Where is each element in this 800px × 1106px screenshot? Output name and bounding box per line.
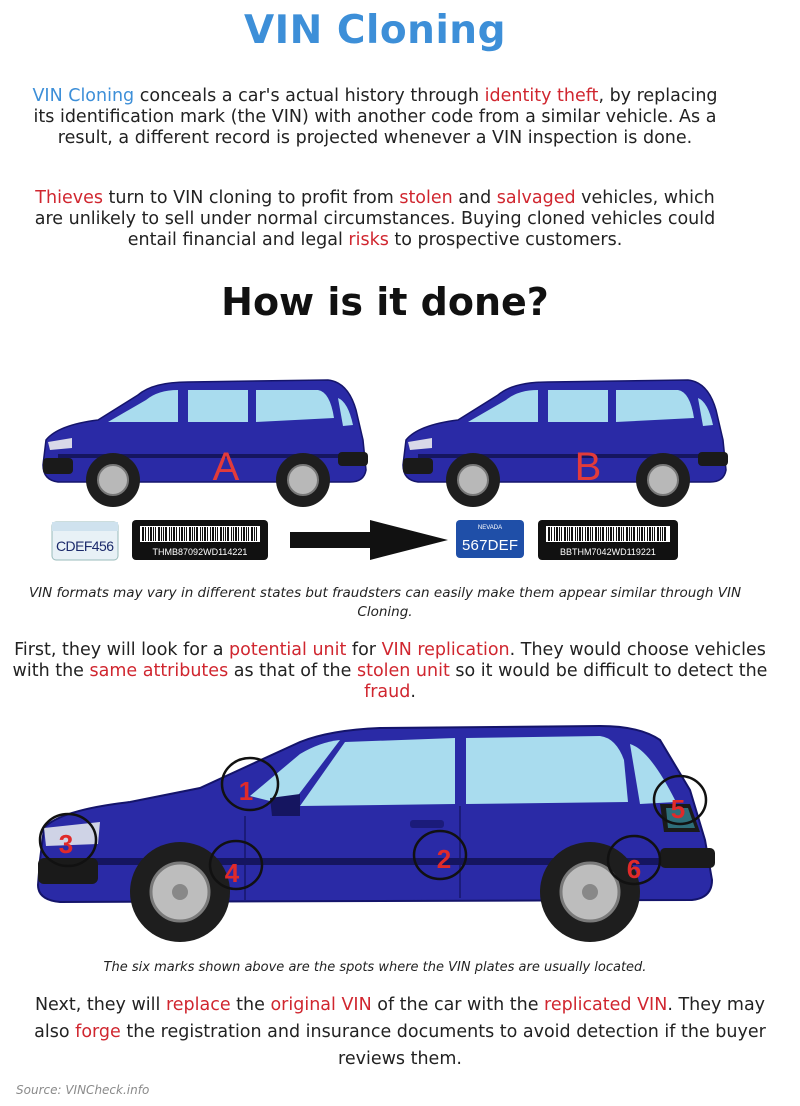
term-replace: replace	[165, 995, 231, 1015]
barcode-stripe	[196, 527, 198, 541]
barcode-stripe	[592, 527, 593, 541]
text-segment: . They may also	[34, 995, 766, 1042]
barcode-stripe	[189, 527, 191, 541]
barcode-stripe	[158, 527, 160, 541]
term-same-attributes: same attributes	[89, 661, 229, 681]
vin-spot-3-number: 3	[58, 829, 74, 859]
term-stolen-unit: stolen unit	[356, 661, 450, 681]
intro-paragraph-2	[20, 188, 730, 251]
term-potential-unit: potential unit	[229, 640, 347, 660]
barcode-stripe	[184, 527, 185, 541]
barcode-stripe	[212, 527, 214, 541]
barcode-stripe	[664, 527, 666, 541]
text-segment: for	[346, 640, 382, 660]
text-segment: and	[452, 188, 497, 208]
barcode-stripe	[623, 527, 624, 541]
barcode-stripe	[169, 527, 170, 541]
barcode-stripe	[254, 527, 255, 541]
vin-locations-caption: The six marks shown above are the spots where the VIN plates are usually located.	[103, 960, 647, 975]
barcode-stripe	[202, 527, 203, 541]
barcode-stripe	[610, 527, 612, 541]
vin-b-number: BBTHM7042WD119221	[560, 547, 656, 557]
vin-barcode-b	[538, 520, 678, 560]
barcode-stripe	[629, 527, 630, 541]
barcode-stripe	[595, 527, 597, 541]
text-segment: . They would choose vehicles with the	[12, 640, 766, 681]
barcode-stripe	[186, 527, 187, 541]
barcode-stripe	[153, 527, 154, 541]
vin-spot-5-number: 5	[670, 794, 686, 824]
vin-spot-4-number: 4	[224, 858, 240, 888]
term-identity-theft: identity theft	[484, 86, 599, 106]
barcode-stripe	[608, 527, 609, 541]
term-vin-replication: VIN replication	[381, 640, 510, 660]
car-b	[403, 380, 728, 507]
barcode-stripe	[639, 527, 640, 541]
barcode-stripe	[176, 527, 177, 541]
term-fraud: fraud	[364, 682, 411, 702]
barcode-stripe	[171, 527, 172, 541]
barcode-stripe	[192, 527, 193, 541]
barcode-stripe	[582, 527, 583, 541]
text-segment: of the car with the	[371, 995, 545, 1015]
barcode-stripe	[161, 527, 162, 541]
barcode-stripe	[238, 527, 239, 541]
text-segment: Next, they will	[34, 995, 166, 1015]
barcode-stripe	[233, 527, 234, 541]
text-segment: to prospective customers.	[388, 230, 623, 250]
barcode-stripe	[641, 527, 643, 541]
barcode-stripe	[579, 527, 581, 541]
vin-spot-1-number: 1	[238, 776, 254, 806]
barcode-stripe	[616, 527, 617, 541]
car-a-label: A	[212, 445, 240, 489]
barcode-stripe	[173, 527, 175, 541]
barcode-stripe	[569, 527, 570, 541]
barcode-stripe	[618, 527, 620, 541]
barcode-stripe	[637, 527, 638, 541]
term-salvaged: salvaged	[496, 188, 576, 208]
vin-locations-illustration	[0, 720, 800, 955]
term-forge: forge	[75, 1022, 121, 1042]
rear-side-window	[466, 736, 628, 804]
text-segment: First, they will look for a	[14, 640, 230, 660]
comparison-caption: VIN formats may vary in different states but fraudsters can easily make them appear similar through VIN Cloning.	[28, 585, 742, 620]
barcode-stripe	[215, 527, 216, 541]
term-stolen: stolen	[399, 188, 453, 208]
vin-a-number: THMB87092WD114221	[152, 547, 248, 557]
barcode-stripe	[585, 527, 586, 541]
section-heading: How is it done?	[221, 280, 549, 324]
barcode-stripe	[155, 527, 156, 541]
car-a	[43, 380, 368, 507]
barcode-stripe	[548, 527, 550, 541]
barcode-stripe	[246, 527, 247, 541]
page-title: VIN Cloning	[243, 8, 506, 53]
text-segment: the registration and insurance documents to avoid detection if the buyer reviews them.	[120, 1022, 766, 1069]
barcode-stripe	[148, 527, 149, 541]
barcode-stripe	[241, 527, 242, 541]
barcode-stripe	[575, 527, 576, 541]
step-2-paragraph	[20, 992, 780, 1073]
arrow-icon	[290, 520, 448, 560]
barcode-stripe	[649, 527, 651, 541]
barcode-stripe	[577, 527, 578, 541]
barcode-stripe	[606, 527, 607, 541]
license-plate-a	[52, 522, 118, 560]
plate-a-number: CDEF456	[56, 538, 114, 554]
barcode-stripe	[647, 527, 648, 541]
text-segment: so it would be difficult to detect the	[449, 661, 768, 681]
source-credit: Source: VINCheck.info	[16, 1083, 150, 1097]
barcode-stripe	[204, 527, 206, 541]
barcode-stripe	[644, 527, 645, 541]
barcode-stripe	[179, 527, 180, 541]
barcode-stripe	[600, 527, 601, 541]
barcode-stripe	[225, 527, 226, 541]
barcode-stripe	[181, 527, 183, 541]
license-plate-b	[456, 520, 524, 558]
barcode-stripe	[145, 527, 146, 541]
barcode-stripe	[200, 527, 201, 541]
vin-spot-6-number: 6	[626, 854, 642, 884]
text-segment: as that of the	[228, 661, 357, 681]
barcode-stripe	[220, 527, 222, 541]
vin-barcode-a	[132, 520, 268, 560]
text-segment: the	[230, 995, 271, 1015]
text-segment: vehicles, which are unlikely to sell under normal circumstances. Buying cloned vehicles could entail financial and legal	[34, 188, 716, 250]
barcode-stripe	[590, 527, 591, 541]
barcode-stripe	[227, 527, 229, 541]
barcode-stripe	[621, 527, 622, 541]
barcode-stripe	[556, 527, 558, 541]
barcode-stripe	[660, 527, 661, 541]
barcode-stripe	[626, 527, 628, 541]
barcode-stripe	[142, 527, 144, 541]
barcode-stripe	[587, 527, 589, 541]
barcode-stripe	[207, 527, 208, 541]
barcode-stripe	[564, 527, 566, 541]
text-segment: turn to VIN cloning to profit from	[102, 188, 400, 208]
barcode-stripe	[613, 527, 614, 541]
barcode-stripe	[567, 527, 568, 541]
text-segment: , by replacing its identification mark (the VIN) with another code from a similar vehicle. As a result, a different record is projected whenever a VIN inspection is done.	[33, 86, 718, 148]
barcode-stripe	[631, 527, 632, 541]
barcode-stripe	[223, 527, 224, 541]
barcode-stripe	[231, 527, 232, 541]
term-risks: risks	[348, 230, 389, 250]
text-segment: conceals a car's actual history through	[134, 86, 485, 106]
barcode-stripe	[561, 527, 562, 541]
barcode-stripe	[235, 527, 237, 541]
barcode-stripe	[150, 527, 152, 541]
barcode-stripe	[662, 527, 663, 541]
barcode-stripe	[210, 527, 211, 541]
plate-b-number: 567DEF	[462, 537, 518, 554]
term-vin-cloning: VIN Cloning	[32, 86, 135, 106]
barcode-stripe	[657, 527, 659, 541]
step-1-paragraph	[10, 640, 770, 703]
barcode-stripe	[571, 527, 573, 541]
barcode-stripe	[163, 527, 164, 541]
barcode-stripe	[243, 527, 245, 541]
barcode-stripe	[654, 527, 655, 541]
barcode-stripe	[165, 527, 167, 541]
barcode-stripe	[652, 527, 653, 541]
vin-spot-2-number: 2	[436, 844, 452, 874]
barcode-stripe	[598, 527, 599, 541]
barcode-stripe	[551, 527, 552, 541]
barcode-stripe	[248, 527, 249, 541]
car-comparison-illustration	[0, 370, 800, 570]
intro-paragraph-1	[20, 86, 730, 149]
barcode-stripe	[256, 527, 257, 541]
plate-b-state: NEVADA	[477, 525, 503, 531]
term-original-vin: original VIN	[270, 995, 372, 1015]
barcode-stripe	[554, 527, 555, 541]
barcode-stripe	[217, 527, 218, 541]
barcode-stripe	[602, 527, 604, 541]
barcode-stripe	[559, 527, 560, 541]
barcode-stripe	[251, 527, 253, 541]
text-segment: .	[410, 682, 416, 702]
term-thieves: Thieves	[35, 188, 103, 208]
barcode-stripe	[194, 527, 195, 541]
barcode-stripe	[633, 527, 635, 541]
car-b-label: B	[574, 445, 602, 489]
term-replicated-vin: replicated VIN	[544, 995, 668, 1015]
